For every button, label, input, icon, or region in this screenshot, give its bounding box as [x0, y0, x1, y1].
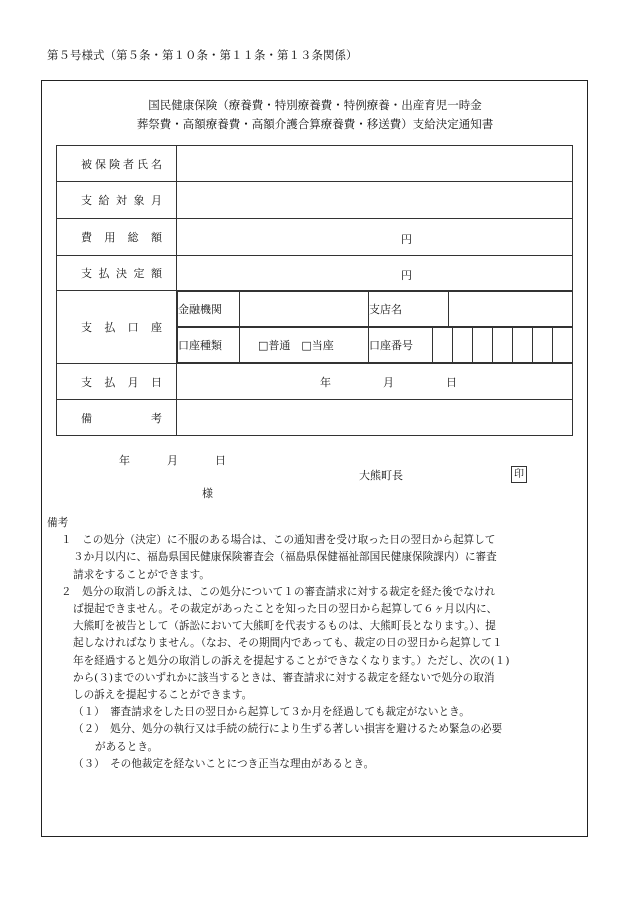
notes-section	[47, 515, 567, 773]
digit-box[interactable]	[433, 328, 453, 362]
account-number-label: 口座番号	[369, 328, 433, 363]
label-char: 対	[116, 194, 127, 207]
issue-year: 年	[119, 454, 130, 467]
label-char: 備	[81, 411, 92, 425]
digit-box[interactable]	[453, 328, 473, 362]
account-type-row	[177, 327, 572, 363]
label-char: 保	[95, 157, 106, 171]
label-char: 決	[116, 267, 127, 280]
insured-name-field[interactable]	[177, 146, 573, 182]
note-line: （３） その他裁定を経ないことにつき正当な理由があるとき。	[73, 757, 375, 770]
note-line: ば提起できません。その裁定があったことを知った日の翌日から起算して６ヶ月以内に、	[73, 603, 498, 616]
note-line: 請求をすることができます。	[73, 568, 210, 581]
label-char: 険	[109, 157, 120, 171]
form-number-label: 第５号様式（第５条・第１０条・第１１条・第１３条関係）	[47, 48, 358, 62]
title-line-1: 国民健康保険（療養費・特別療養費・特例療養・出産育児一時金	[148, 98, 482, 112]
row-label-text	[69, 229, 176, 245]
note-line: ３か月以内に、福島県国民健康保険審査会（福島県保健福祉部国民健康保険課内）に審査	[73, 551, 497, 564]
payment-amount-field[interactable]	[177, 256, 573, 291]
label-char: 者	[123, 157, 134, 171]
addressee-suffix: 様	[202, 487, 213, 500]
row-payment-date	[57, 364, 573, 400]
label-char: 名	[151, 157, 162, 171]
label-char: 払	[104, 375, 116, 389]
row-label-text	[69, 192, 176, 208]
bank-field[interactable]	[240, 292, 369, 327]
label-char: 支	[81, 267, 92, 280]
note-line: から(３)までのいずれかに該当するときは、審査請求に対する裁定を経ないで処分の取消	[73, 671, 495, 684]
note-line: １ この処分（決定）に不服のある場合は、この通知書を受け取った日の翌日から起算して	[61, 534, 496, 547]
label-char: 総	[127, 231, 139, 244]
digit-box[interactable]	[493, 328, 513, 362]
row-target-month	[57, 182, 573, 219]
label-remarks	[57, 400, 177, 436]
row-remarks	[57, 400, 573, 436]
label-char: 支	[81, 321, 92, 334]
note-line: （１） 審査請求をした日の翌日から起算して３か月を経過しても裁定がないとき。	[73, 706, 470, 719]
row-account	[57, 291, 573, 364]
total-cost-field[interactable]	[177, 219, 573, 256]
label-char: 被	[81, 157, 92, 171]
issue-month: 月	[167, 454, 178, 467]
label-char: 払	[104, 321, 116, 334]
label-char: 払	[98, 267, 110, 280]
row-label-text	[69, 374, 176, 390]
row-payment-amount	[57, 256, 573, 291]
label-char: 座	[150, 321, 162, 334]
note-line: ２ 処分の取消しの訴えは、この処分について１の審査請求に対する裁定を経た後でなけれ	[61, 585, 496, 598]
yen-unit: 円	[401, 269, 412, 282]
title-line-2: 葬祭費・高額療養費・高額介護合算療養費・移送費）支給決定通知書	[136, 117, 494, 131]
target-month-field[interactable]	[177, 182, 573, 219]
label-payment-date	[57, 364, 177, 400]
label-char: 口	[127, 321, 139, 334]
note-line: 年を経過すると処分の取消しの訴えを提起することができなくなります。）ただし、次の(１)	[73, 654, 510, 667]
digit-box[interactable]	[553, 328, 572, 362]
details-table	[56, 145, 573, 436]
digit-box[interactable]	[513, 328, 533, 362]
label-char: 額	[151, 267, 162, 280]
label-account	[57, 291, 177, 364]
row-total-cost	[57, 219, 573, 256]
seal-mark: 印	[511, 466, 527, 483]
account-type-options[interactable]: □普通 □当座	[240, 328, 369, 363]
row-insured-name	[57, 146, 573, 182]
label-target-month	[57, 182, 177, 219]
row-label-text	[69, 156, 176, 172]
note-line: 大熊町を被告として（訴訟において大熊町を代表するものは、大熊町長となります。）、提	[73, 620, 496, 633]
bank-label: 金融機関	[178, 292, 240, 327]
label-char: 費	[81, 231, 92, 244]
branch-field[interactable]	[449, 292, 573, 327]
label-char: 日	[150, 375, 162, 389]
label-char: 用	[104, 231, 116, 244]
account-bank-row	[177, 291, 572, 327]
digit-box[interactable]	[473, 328, 493, 362]
label-char: 月	[127, 375, 139, 389]
issue-day: 日	[215, 454, 226, 467]
label-char: 支	[81, 194, 92, 207]
note-line: 起しなければなりません。（なお、その期間内であっても、裁定の日の翌日から起算して１	[73, 637, 503, 650]
yen-unit: 円	[401, 233, 412, 246]
label-char: 象	[133, 194, 145, 207]
label-char: 額	[150, 231, 162, 244]
note-line: （２） 処分、処分の執行又は手続の続行により生ずる著しい損害を避けるため緊急の必要	[73, 723, 503, 736]
remarks-field[interactable]	[177, 400, 573, 436]
label-char: 考	[151, 411, 162, 425]
date-month: 月	[383, 375, 394, 389]
label-char: 定	[133, 267, 145, 280]
digit-box[interactable]	[533, 328, 553, 362]
payment-date-field[interactable]	[177, 364, 573, 400]
label-char: 月	[151, 194, 162, 207]
label-char: 給	[98, 194, 110, 207]
date-day: 日	[446, 375, 457, 389]
account-type-label: 口座種類	[178, 328, 240, 363]
account-number-digits[interactable]	[433, 328, 573, 363]
note-line: があるとき。	[95, 740, 159, 753]
row-label-text	[69, 319, 176, 335]
label-payment-amount	[57, 256, 177, 291]
row-label-text	[69, 265, 176, 281]
branch-label: 支店名	[369, 292, 449, 327]
label-total-cost	[57, 219, 177, 256]
mayor-name: 大熊町長	[359, 469, 403, 482]
note-line: しの訴えを提起することができます。	[73, 689, 253, 702]
date-year: 年	[320, 375, 331, 389]
label-char: 氏	[137, 157, 148, 171]
label-insured-name	[57, 146, 177, 182]
row-label-text	[69, 410, 176, 426]
account-cell	[177, 291, 573, 364]
label-char: 支	[81, 375, 92, 389]
notes-heading: 備考	[47, 517, 69, 529]
